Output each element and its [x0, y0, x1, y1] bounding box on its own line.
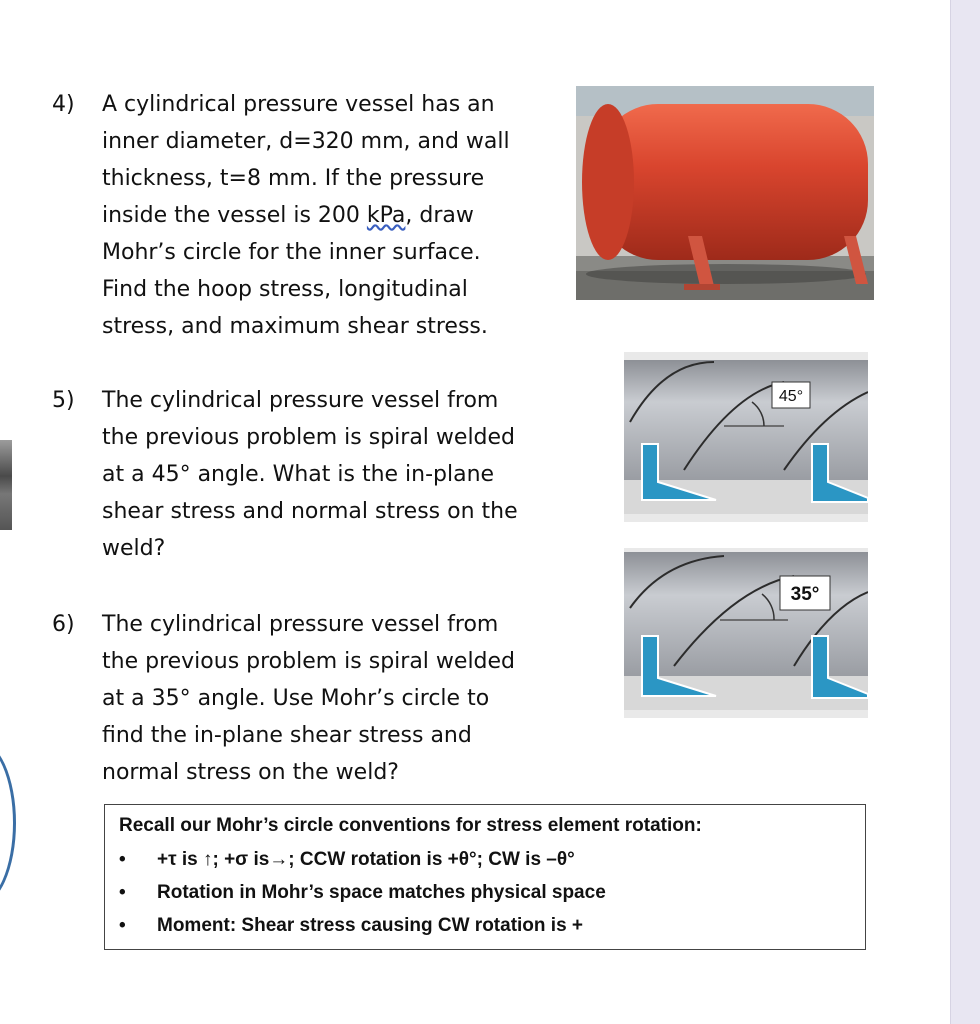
- recall-item: • Moment: Shear stress causing CW rotation is +: [157, 909, 851, 942]
- pressure-vessel-photo: [576, 86, 874, 300]
- angle-label-35: 35°: [790, 584, 820, 605]
- problem-number: 4): [52, 92, 75, 117]
- problem-4: [52, 86, 582, 345]
- recall-item: • Rotation in Mohr’s space matches physical space: [157, 876, 851, 909]
- background-edge-artifact: [0, 440, 12, 530]
- recall-item: • +τ is ↑; +σ is→; CCW rotation is +θ°; CW is –θ°: [157, 843, 851, 876]
- background-edge-arc: [0, 740, 16, 906]
- problem-text: The cylindrical pressure vessel from the previous problem is spiral welded at a 35° angle. Use Mohr’s circle to find the in-plane shear stress and normal stress on the weld?: [102, 612, 516, 785]
- recall-list: [119, 843, 851, 942]
- problem-text: The cylindrical pressure vessel from the previous problem is spiral welded at a 45° angle. What is the in-plane shear stress and normal stress on the weld?: [102, 388, 518, 561]
- mohr-conventions-box: [104, 804, 866, 950]
- problem-number: 6): [52, 612, 75, 637]
- recall-title: Recall our Mohr’s circle conventions for stress element rotation:: [119, 815, 702, 836]
- spiral-weld-35-figure: [624, 548, 868, 718]
- unit-kpa: kPa: [366, 203, 406, 228]
- problem-6: [52, 606, 582, 791]
- angle-label-45: 45°: [778, 388, 804, 405]
- problem-5: [52, 382, 582, 567]
- spiral-weld-45-figure: [624, 352, 868, 522]
- problem-text: A cylindrical pressure vessel has an inner diameter, d=320 mm, and wall thickness, t=8 mm. If the pressure inside the vessel is 200 kPa, draw Mohr’s circle for the inner surface. Find the hoop stress, longitudinal stress, and maximum shear stress.: [102, 92, 510, 339]
- window-edge-strip: [950, 0, 980, 1024]
- problem-number: 5): [52, 388, 75, 413]
